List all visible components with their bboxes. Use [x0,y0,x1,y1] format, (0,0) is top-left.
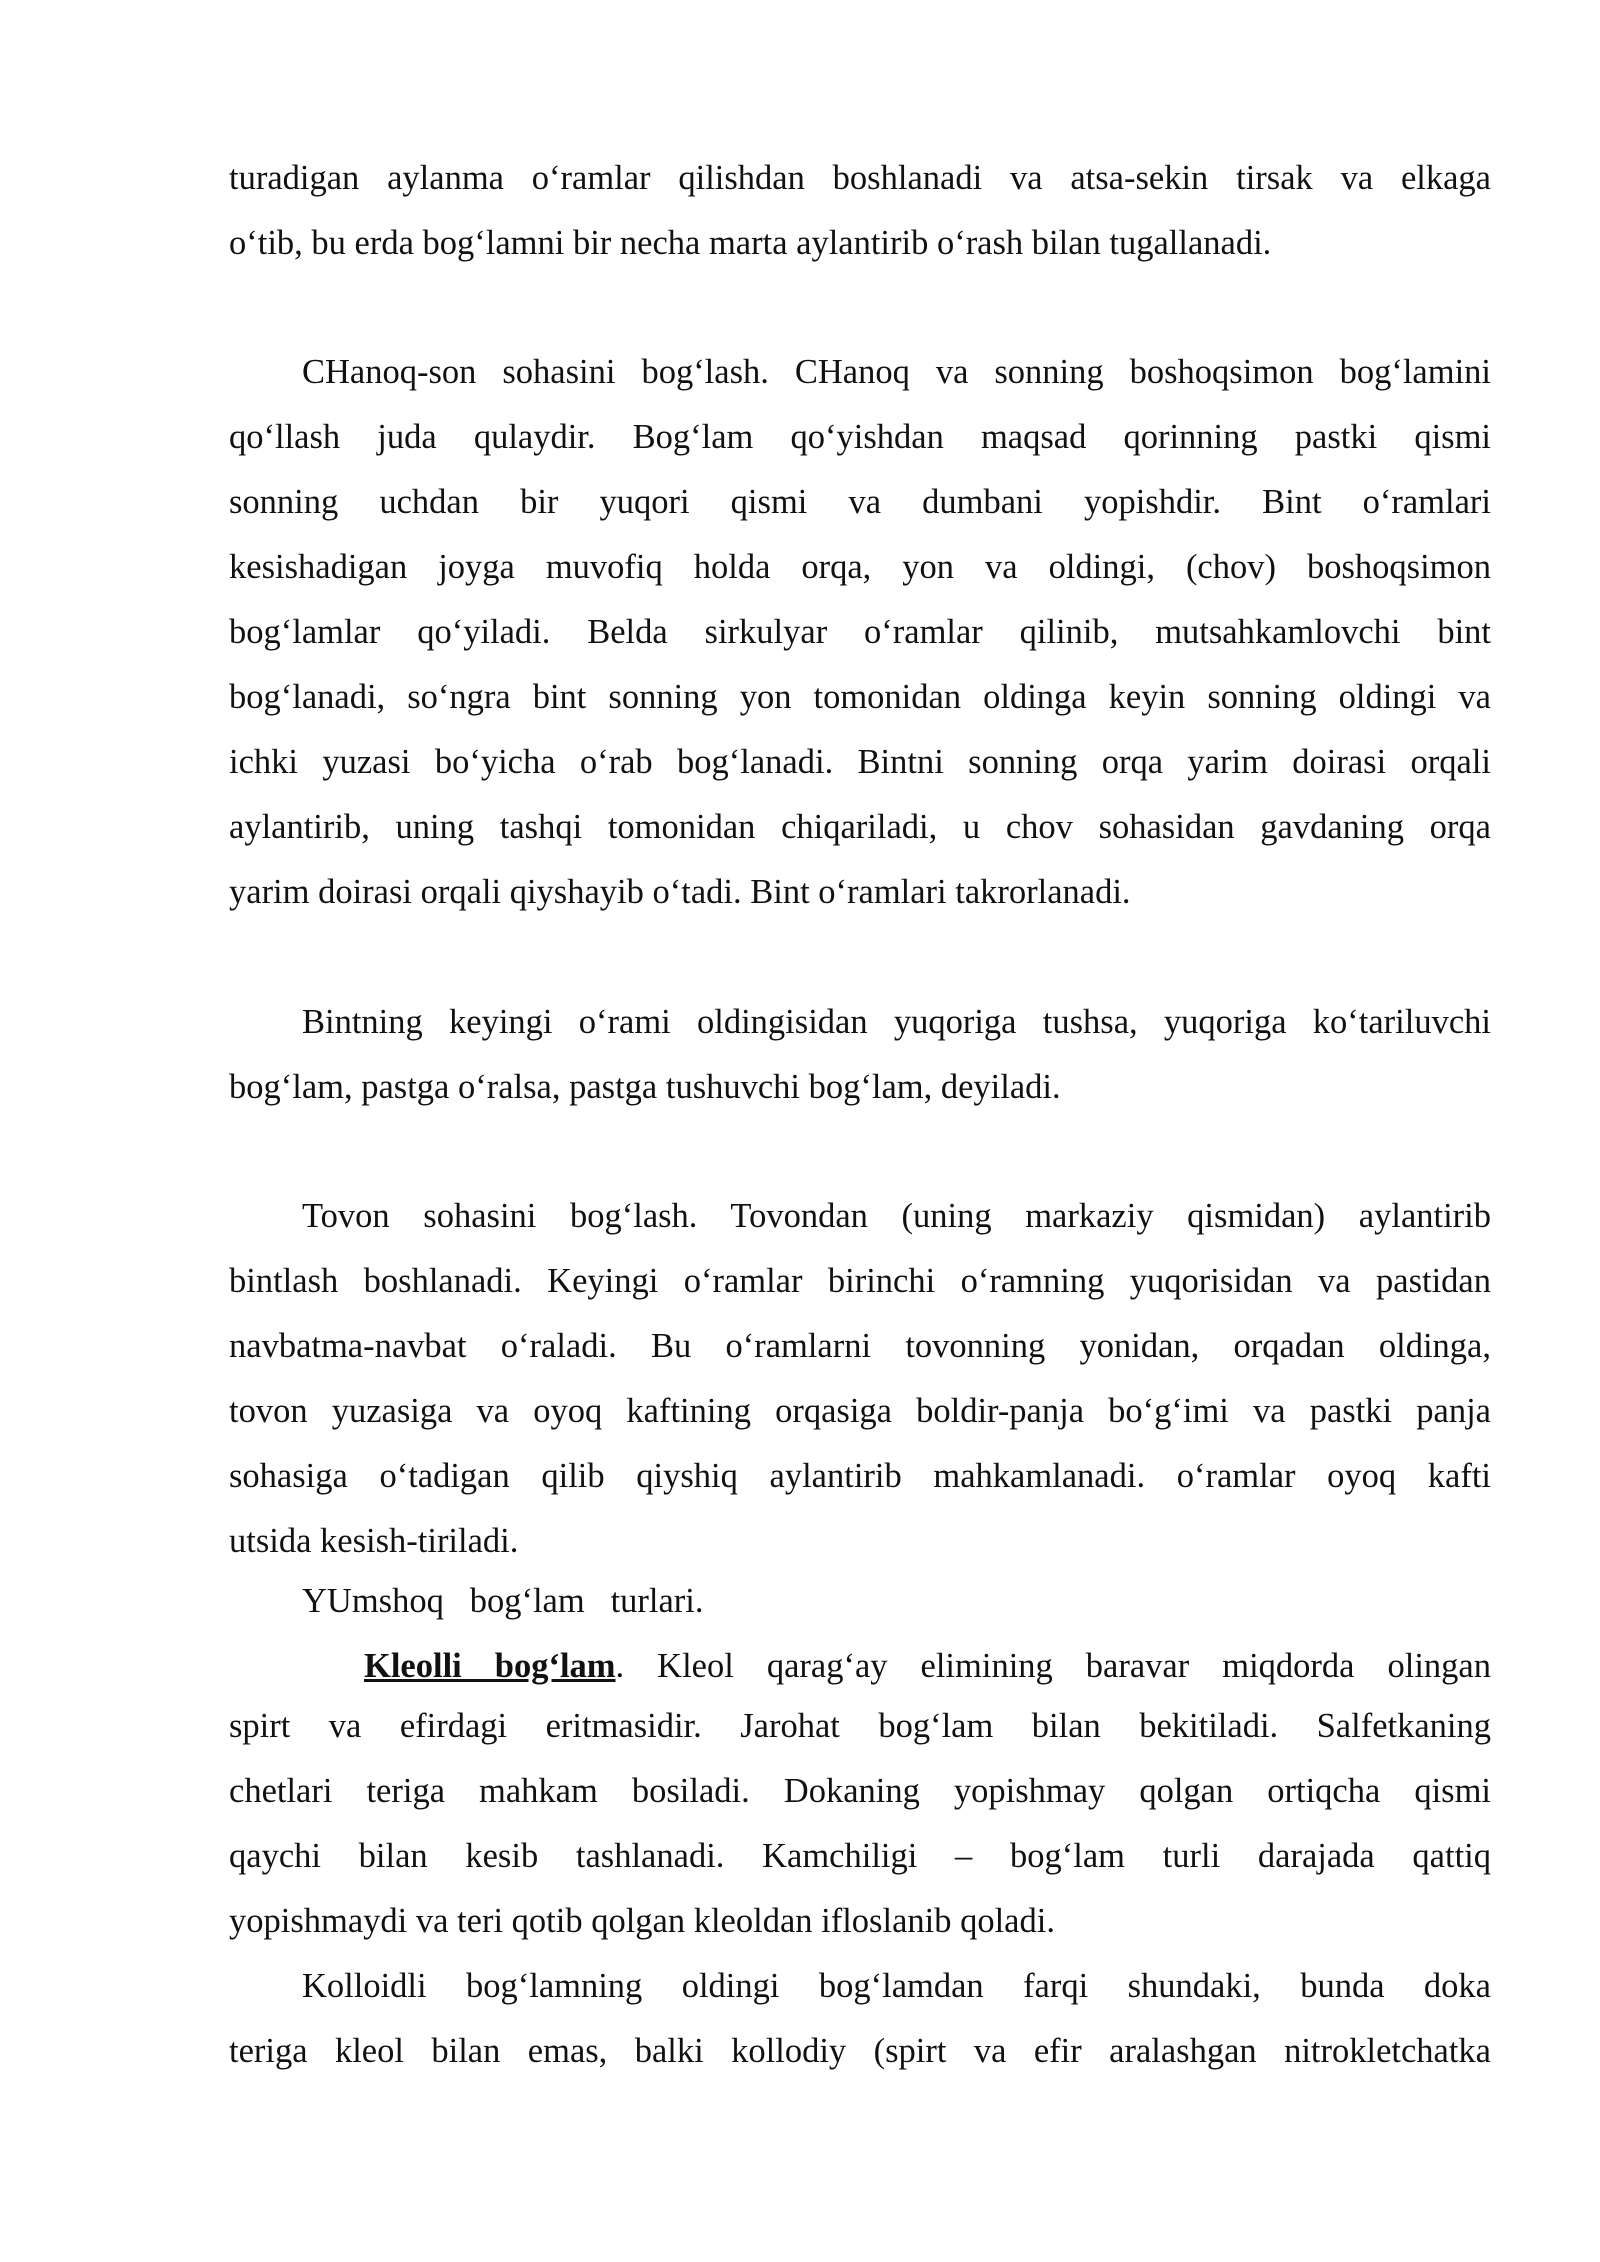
inline-title: Kleolli bog‘lam [364,1647,616,1685]
paragraph-text: . Kleol qarag‘ay elimining baravar miqdorda olingan [615,1647,1491,1685]
section-heading: YUmshoq bog‘lam turlari. [302,1582,704,1620]
paragraph-line: spirt va efirdagi eritmasidir. Jarohat bog‘lam bilan bekitiladi. Salfetkaning [229,1707,1491,1745]
paragraph-line: ichki yuzasi bo‘yicha o‘rab bog‘lanadi. Bintni sonning orqa yarim doirasi orqali [229,743,1491,781]
paragraph-line: bintlash boshlanadi. Keyingi o‘ramlar birinchi o‘ramning yuqorisidan va pastidan [229,1262,1491,1300]
paragraph-line: Kolloidli bog‘lamning oldingi bog‘lamdan farqi shundaki, bunda doka [302,1967,1491,2005]
paragraph-line: aylantirib, uning tashqi tomonidan chiqariladi, u chov sohasidan gavdaning orqa [229,808,1491,846]
paragraph-line: Tovon sohasini bog‘lash. Tovondan (uning markaziy qismidan) aylantirib [302,1197,1491,1235]
paragraph-line: sonning uchdan bir yuqori qismi va dumbani yopishdir. Bint o‘ramlari [229,483,1491,521]
paragraph-line: yopishmaydi va teri qotib qolgan kleoldan ifloslanib qoladi. [229,1902,1055,1940]
paragraph-line: turadigan aylanma o‘ramlar qilishdan boshlanadi va atsa-sekin tirsak va elkaga [229,159,1491,197]
paragraph-line: CHanoq-son sohasini bog‘lash. CHanoq va sonning boshoqsimon bog‘lamini [302,353,1491,391]
paragraph-line: chetlari teriga mahkam bosiladi. Dokaning yopishmay qolgan ortiqcha qismi [229,1772,1491,1810]
paragraph-line: utsida kesish-tiriladi. [229,1522,519,1560]
paragraph-line: bog‘lanadi, so‘ngra bint sonning yon tomonidan oldinga keyin sonning oldingi va [229,678,1491,716]
paragraph-line: qo‘llash juda qulaydir. Bog‘lam qo‘yishdan maqsad qorinning pastki qismi [229,418,1491,456]
paragraph-line: qaychi bilan kesib tashlanadi. Kamchiligi – bog‘lam turli darajada qattiq [229,1837,1491,1875]
paragraph-line: kesishadigan joyga muvofiq holda orqa, yon va oldingi, (chov) boshoqsimon [229,548,1491,586]
paragraph-line: bog‘lamlar qo‘yiladi. Belda sirkulyar o‘ramlar qilinib, mutsahkamlovchi bint [229,613,1491,651]
paragraph-line: sohasiga o‘tadigan qilib qiyshiq aylantirib mahkamlanadi. o‘ramlar oyoq kafti [229,1457,1491,1495]
paragraph-line: o‘tib, bu erda bog‘lamni bir necha marta aylantirib o‘rash bilan tugallanadi. [229,224,1272,262]
paragraph-line: navbatma-navbat o‘raladi. Bu o‘ramlarni tovonning yonidan, orqadan oldinga, [229,1327,1491,1365]
paragraph-line [229,1644,1491,1688]
document-page [229,0,1491,2262]
paragraph-line: Bintning keyingi o‘rami oldingisidan yuqoriga tushsa, yuqoriga ko‘tariluvchi [302,1003,1491,1041]
paragraph-line: bog‘lam, pastga o‘ralsa, pastga tushuvchi bog‘lam, deyiladi. [229,1068,1061,1106]
paragraph-line: yarim doirasi orqali qiyshayib o‘tadi. Bint o‘ramlari takrorlanadi. [229,873,1131,911]
paragraph-line: tovon yuzasiga va oyoq kaftining orqasiga boldir-panja bo‘g‘imi va pastki panja [229,1392,1491,1430]
paragraph-line: teriga kleol bilan emas, balki kollodiy (spirt va efir aralashgan nitrokletchatka [229,2032,1491,2070]
